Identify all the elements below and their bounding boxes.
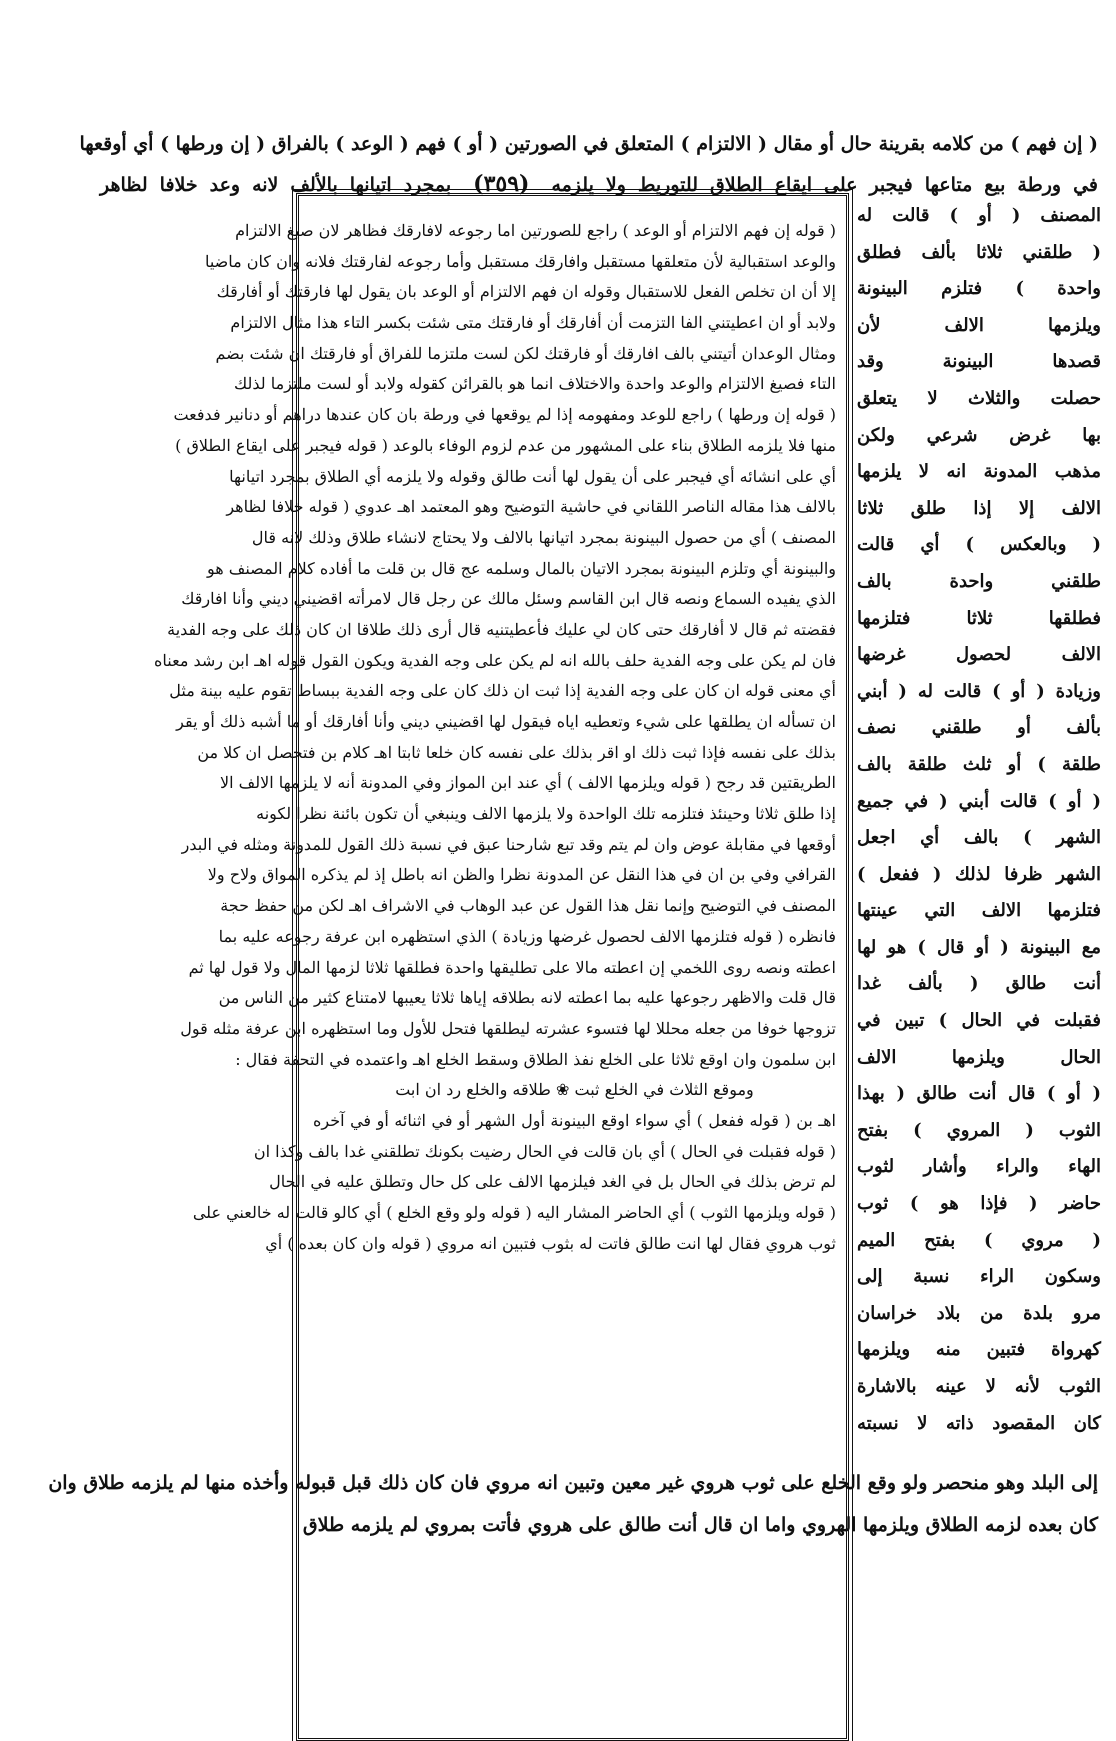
commentary-line: ثوب هروي فقال لها انت طالق فاتت له بثوب فتبين انه مروي ( قوله وان كان بعده ) أي (265, 1233, 836, 1253)
side-column-line: بألف أو طلقني نصف (857, 717, 1101, 739)
side-column-line: بها غرض شرعي ولكن (857, 424, 1101, 446)
main-text-bottom (48, 1462, 1098, 1546)
side-column-line: مرو بلدة من بلاد خراسان (857, 1302, 1101, 1324)
commentary-line: ( قوله إن فهم الالتزام أو الوعد ) راجع للصورتين اما رجوعه لافارقك فظاهر لان صيغ الالتزام (235, 221, 836, 240)
commentary-line: المصنف في التوضيح وإنما نقل هذا القول عن عبد الوهاب في الاشراف اهـ لكن من حفظ حجة (220, 896, 836, 916)
commentary-line: التاء فصيغ الالتزام والوعد واحدة والاختلاف انما هو بالقرائن كقوله ولابد أو لست ملتزما لذلك (233, 374, 836, 394)
commentary-line: لم ترض بذلك في الحال بل في الغد فيلزمها الالف على كل حال وتطلق عليه في الحال (269, 1172, 836, 1192)
side-column-line: ( طلقني ثلاثا بألف فطلق (857, 241, 1101, 263)
commentary-line: بذلك على نفسه فإذا ثبت ذلك او اقر بذلك على نفسه كان خلعا ثابتا اهـ كلام بن فتحصل ان كلا من (197, 742, 836, 762)
commentary-line: أي على انشائه أي فيجبر على أن يقول لها أنت طالق وقوله ولا يلزمه أي الطلاق بمجرد اتيانها (229, 466, 836, 486)
main-text-line: كان بعده لزمه الطلاق ويلزمها الهروي واما ان قال أنت طالق على هروي فأتت بمروي لم يلزمه طلاق (302, 1514, 1098, 1536)
commentary-line: بالالف هذا مقاله الناصر اللقاني في حاشية التوضيح وهو المعتمد اهـ عدوي ( قوله خلافا لظاهر (226, 497, 836, 517)
side-column-line: واحدة ) فتلزم البينونة (857, 278, 1101, 300)
side-column-line: حاضر ( فإذا هو ) ثوب (857, 1193, 1101, 1215)
commentary-line: ( قوله فقبلت في الحال ) أي بان قالت في الحال رضيت بكونك تطلقني غدا بالف وكذا ان (253, 1141, 836, 1161)
side-column-line: كهرواة فتبين منه ويلزمها (857, 1339, 1101, 1361)
side-column-line: قصدها البينونة وقد (857, 351, 1101, 373)
commentary-line: الطريقتين قد رجح ( قوله ويلزمها الالف ) أي عند ابن المواز وفي المدونة أنه لا يلزمها الالف الا (219, 773, 836, 793)
side-column-line: ( مروي ) بفتح الميم (857, 1229, 1101, 1251)
side-column-line: حصلت والثلاث لا يتعلق (857, 387, 1101, 409)
main-text-line: إلى البلد وهو منحصر ولو وقع الخلع على ثوب هروي غير معين وتبين انه مروي فان كان ذلك قبل قبوله وأخذه منها لم يلزمه طلاق وان (48, 1472, 1098, 1494)
side-column-line: مذهب المدونة انه لا يلزمها (857, 461, 1101, 483)
commentary-verse-line: وموقع الثلاث في الخلع ثبت ❀ طلاقه والخلع رد ان ابت (395, 1080, 754, 1100)
side-column-line: الشهر ظرفا لذلك ( ففعل ) (857, 863, 1101, 885)
side-column-line: فقبلت في الحال ) تبين في (857, 1010, 1101, 1032)
commentary-line: اهـ بن ( قوله ففعل ) أي سواء اوقع البينونة أول الشهر أو في اثنائه أو في آخره (313, 1110, 836, 1130)
main-text-segment: في ورطة بيع متاعها فيجبر على ايقاع الطلاق للتوريط ولا يلزمه (551, 174, 1098, 196)
commentary-text (154, 216, 836, 1259)
commentary-line: ان تسأله ان يطلقها على شيء وتعطيه اياه فيقول لها اقضيني ديني وأنا أفارقك أو ما أشبه ذلك أو يقر (176, 712, 836, 731)
commentary-line: فان لم يكن على وجه الفدية حلف بالله انه لم يكن على وجه الفدية ويكون القول قوله اهـ ابن رشد معناه (154, 650, 836, 670)
commentary-line: القرافي وفي بن ان في هذا النقل عن المدونة نظرا والظن انه باطل إذ لم يذكره المواق ولاح ولا (207, 865, 836, 885)
commentary-line: ولابد أو ان اعطيتني الفا التزمت أن أفارقك أو فارقتك متى شئت بكسر التاء هذا مثال الالتزام (230, 313, 836, 333)
commentary-line: تزوجها خوفا من جعله محللا لها فتسوء عشرته ليطلقها فتحل للأول وما استظهره ابن عرفة مثله قول (180, 1018, 836, 1038)
side-column-line: طلقة ) أو ثلث طلقة بالف (857, 753, 1101, 775)
side-column-line: ( وبالعكس ) أي قالت (857, 534, 1101, 556)
main-text-line: ( إن فهم ) من كلامه بقرينة حال أو مقال ( الالتزام ) المتعلق في الصورتين ( أو ) فهم ( الوعد ) بالفراق ( إن ورطها ) أي أوقعها (79, 133, 1098, 155)
commentary-line: منها فلا يلزمه الطلاق بناء على المشهور من عدم لزوم الوفاء بالوعد ( قوله فيجبر على ايقاع الطلاق ) (175, 435, 836, 455)
commentary-line: الذي يفيده السماع ونصه قال ابن القاسم وسئل مالك عن رجل قال لامرأته اقضيني ديني وأنا افارقك (181, 589, 836, 609)
side-column-line: ( أو ) قال أنت طالق ( بهذا (857, 1083, 1101, 1105)
side-column-line: الالف لحصول غرضها (857, 644, 1101, 666)
side-column-line: الثوب ( المروي ) بفتح (857, 1119, 1101, 1141)
page-number: (٣٥٩) (473, 171, 530, 197)
commentary-line: أي معنى قوله ان كان على وجه الفدية إذا ثبت ان ذلك كان على وجه الفدية ببساط تقوم عليه بينة مثل (169, 681, 836, 701)
side-column-line: طلقني واحدة بالف (857, 570, 1101, 592)
main-text-segment: بمجرد اتيانها بالألف لانه وعد خلافا لظاهر (100, 174, 452, 196)
side-column-line: الشهر ) بالف أي اجعل (857, 827, 1101, 849)
commentary-line: إذا طلق ثلاثا وحينئذ فتلزمه تلك الواحدة ولا يلزمها الالف وينبغي أن تكون بائنة نظرا لكونه (256, 804, 836, 824)
side-column-line: الالف إلا إذا طلق ثلاثا (857, 497, 1101, 519)
main-text-side-column (857, 198, 1101, 1442)
side-column-line: المصنف ( أو ) قالت له (857, 205, 1101, 226)
side-column-line: مع البينونة ( أو قال ) هو لها (857, 936, 1101, 958)
commentary-line: المصنف ) أي من حصول البينونة بمجرد اتيانها بالالف ولا يحتاج لانشاء طلاق وذلك لانه قال (251, 527, 836, 547)
commentary-line: قال قلت والاظهر رجوعها عليه بما اعطته لانه بطلاقه إياها ثلاثا يعيبها لامتناع كثير من الناس من (218, 988, 836, 1008)
commentary-line: ومثال الوعدان أتيتني بالف افارقك أو فارقتك لكن لست ملتزما للفراق أو فارقتك ان شئت بضم (215, 343, 836, 363)
commentary-line: فقضته ثم قال لا أفارقك حتى كان لي عليك فأعطيتنيه قال أرى ذلك طلاقا ان كان ذلك على وجه الفدية (167, 619, 836, 639)
side-column-line: فتلزمها الالف التي عينتها (857, 900, 1101, 922)
side-column-line: ويلزمها الالف لأن (857, 314, 1101, 336)
commentary-line: والبينونة أي وتلزم البينونة بمجرد الاتيان بالمال وسلمه عج قال بن قلت ما أفاده كلام المصنف هو (207, 558, 836, 578)
commentary-line: ( قوله إن ورطها ) راجع للوعد ومفهومه إذا لم يوقعها في ورطة بان كان عندها دراهم أو دنانير فدفعت (173, 405, 836, 425)
commentary-line: إلا أن ان تخلص الفعل للاستقبال وقوله ان فهم الالتزام أو الوعد بان يقول لها فارقتك أو أفارقك (216, 282, 836, 302)
commentary-line: ابن سلمون وان اوقع ثلاثا على الخلع نفذ الطلاق وسقط الخلع اهـ واعتمده في التحفة فقال : (235, 1049, 836, 1069)
side-column-line: أنت طالق ( بألف غدا (857, 973, 1101, 995)
commentary-line: ( قوله ويلزمها الثوب ) أي الحاضر المشار اليه ( قوله ولو وقع الخلع ) أي كالو قالت له خالعني على (192, 1203, 836, 1222)
commentary-line: فانظره ( قوله فتلزمها الالف لحصول غرضها وزيادة ) الذي استظهره ابن عرفة رجوعه عليه بما (218, 926, 836, 946)
commentary-line: والوعد استقبالية لأن متعلقها مستقبل وافارقك مستقبل وأما رجوعه لفارقتك فلانه وان كان ماضيا (204, 251, 836, 271)
side-column-line: وزيادة ( أو ) قالت له ( أبني (857, 680, 1101, 702)
side-column-line: الحال ويلزمها الالف (857, 1046, 1101, 1068)
side-column-line: وسكون الراء نسبة إلى (857, 1266, 1101, 1288)
side-column-line: فطلقها ثلاثا فتلزمها (857, 607, 1101, 629)
side-column-line: كان المقصود ذاته لا نسبته (857, 1412, 1101, 1434)
side-column-line: الهاء والراء وأشار لثوب (857, 1156, 1101, 1178)
commentary-line: اعطته ونصه روى اللخمي إن اعطته مالا على تطليقها واحدة فطلقها ثلاثا لزمها المال ولا قول لها ثم (188, 957, 836, 977)
main-text-top (79, 124, 1098, 204)
side-column-line: الثوب لأنه لا عينه بالاشارة (857, 1376, 1101, 1397)
commentary-line: أوقعها في مقابلة عوض وان لم يتم وقد تبع شارحنا عبق في نسبة ذلك القول للمدونة ومثله في البدر (181, 834, 836, 854)
side-column-line: ( أو ) قالت أبني ( في جميع (857, 790, 1101, 812)
